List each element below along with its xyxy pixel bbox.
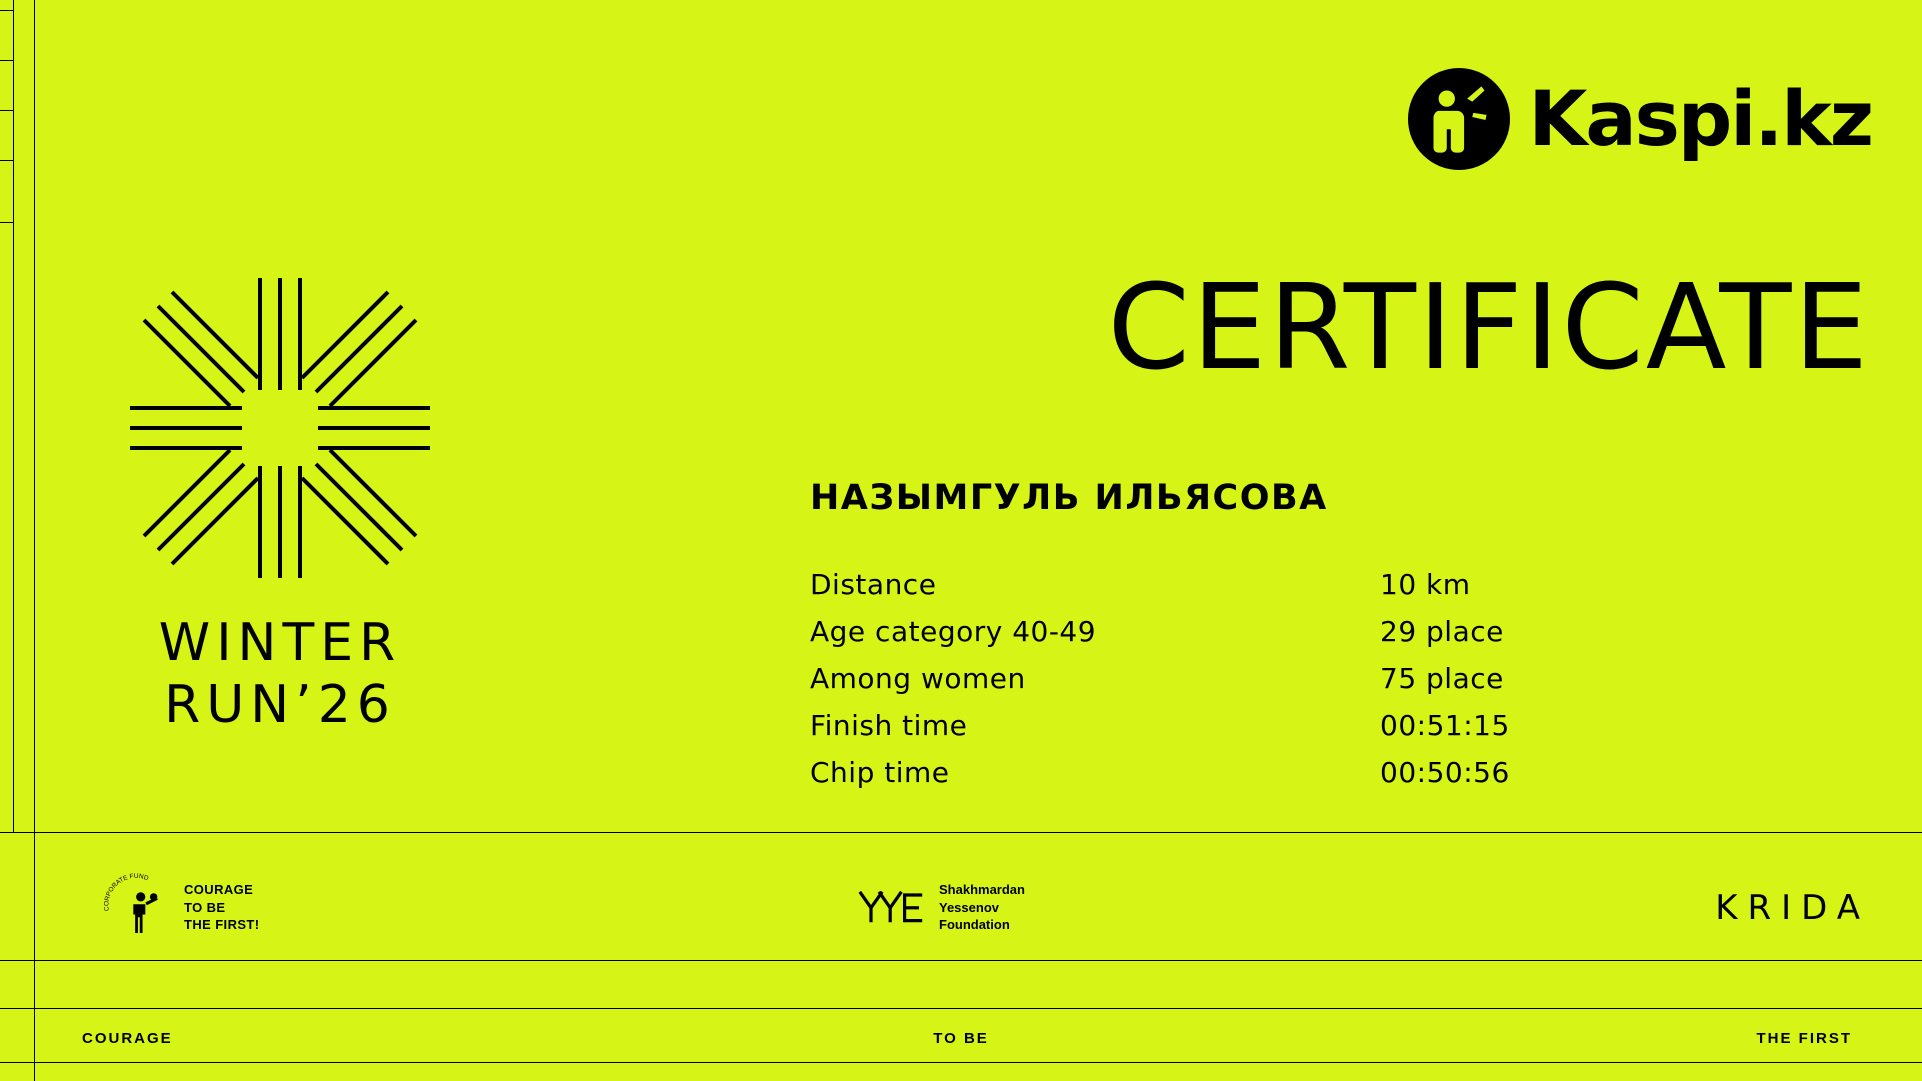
yessenov-text [939, 881, 1025, 934]
result-value: 00:50:56 [1380, 756, 1510, 789]
event-name-line2: RUN’26 [164, 675, 396, 736]
edge-tick [0, 222, 13, 223]
kaspi-logo [1408, 68, 1872, 170]
divider-top [0, 832, 1922, 833]
partner-strip [0, 855, 1922, 960]
result-value: 10 km [1380, 568, 1471, 601]
table-row [810, 568, 1760, 601]
page-title: CERTIFICATE [1107, 258, 1870, 396]
event-logo-block [120, 278, 440, 737]
yessenov-line3: Foundation [939, 917, 1010, 933]
courage-line3: THE FIRST! [184, 917, 260, 933]
results-table [810, 568, 1760, 803]
result-label: Finish time [810, 709, 968, 742]
result-label: Among women [810, 662, 1026, 695]
partner-krida: KRIDA [1715, 887, 1870, 928]
divider-mid [0, 960, 1922, 961]
table-row [810, 662, 1760, 695]
event-name-line1: WINTER [158, 613, 402, 673]
kaspi-mark-icon [1408, 68, 1510, 170]
divider-bottom [0, 1062, 1922, 1063]
courage-fund-badge-icon [100, 871, 174, 945]
svg-text:CORPORATE FUND: CORPORATE FUND [103, 872, 150, 911]
slogan-center: TO BE [933, 1029, 989, 1047]
left-border-line [13, 0, 14, 832]
footer-slogan [0, 1016, 1922, 1060]
result-label: Chip time [810, 756, 950, 789]
result-label: Distance [810, 568, 937, 601]
divider-low [0, 1008, 1922, 1009]
table-row [810, 756, 1760, 789]
yessenov-line2: Yessenov [939, 899, 999, 915]
result-value: 75 place [1380, 662, 1504, 695]
kaspi-wordmark: Kaspi.kz [1528, 74, 1872, 163]
courage-line1: COURAGE [184, 882, 254, 898]
edge-tick [0, 160, 13, 161]
edge-tick [0, 110, 13, 111]
slogan-left: COURAGE [82, 1029, 173, 1047]
result-value: 29 place [1380, 615, 1504, 648]
table-row [810, 615, 1760, 648]
edge-tick [0, 10, 13, 11]
edge-tick [0, 60, 13, 61]
athlete-name: НАЗЫМГУЛЬ ИЛЬЯСОВА [810, 478, 1328, 518]
yessenov-line1: Shakhmardan [939, 882, 1025, 898]
result-value: 00:51:15 [1380, 709, 1510, 742]
event-name [120, 612, 440, 737]
winter-run-starburst-icon [130, 278, 430, 578]
partner-yessenov-foundation [855, 881, 1025, 934]
partner-courage-fund [100, 871, 260, 945]
result-label: Age category 40-49 [810, 615, 1097, 648]
table-row [810, 709, 1760, 742]
courage-line2: TO BE [184, 899, 226, 915]
yessenov-mark-icon [855, 887, 927, 927]
courage-fund-text [184, 881, 260, 934]
slogan-right: THE FIRST [1756, 1029, 1852, 1047]
